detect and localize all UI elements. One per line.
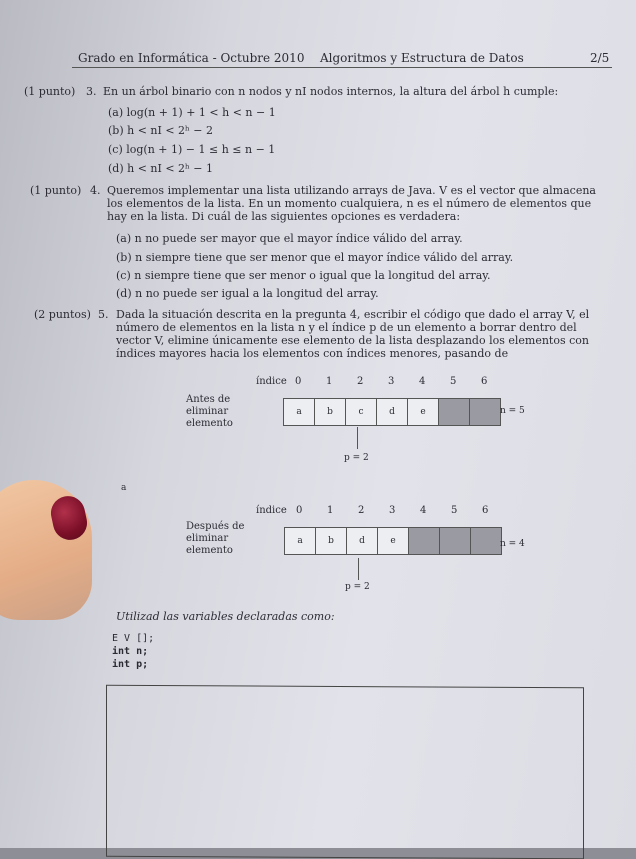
array-cell-4: e xyxy=(407,398,439,426)
diagram1-p-pointer xyxy=(357,427,358,449)
q4-number: 4. xyxy=(90,184,101,197)
index-3: 3 xyxy=(389,505,396,516)
header-page-number: 2/5 xyxy=(590,51,610,65)
index-5: 5 xyxy=(450,376,457,387)
array-cell-5 xyxy=(439,527,471,555)
q4-points: (1 punto) xyxy=(30,184,82,197)
index-4: 4 xyxy=(420,505,427,516)
array-cell-1: b xyxy=(314,398,346,426)
array-cell-4 xyxy=(408,527,440,555)
q3-option-b: (b) h < nI < 2ʰ − 2 xyxy=(108,124,214,137)
q5-points: (2 puntos) xyxy=(34,308,91,321)
q5-number: 5. xyxy=(98,308,109,321)
index-4: 4 xyxy=(419,376,426,387)
array-cell-6 xyxy=(470,527,502,555)
diagram1-index-label: índice xyxy=(256,376,287,387)
q4-text: Queremos implementar una lista utilizando arrays de Java. V es el vector que almacena los elementos de la lista. En un momento cualquiera, n es el número de elementos que hay en la lista. Di cuál de las siguientes opciones es verdadera: xyxy=(107,184,596,223)
header-rule xyxy=(72,67,612,68)
index-6: 6 xyxy=(482,505,489,516)
index-2: 2 xyxy=(358,505,365,516)
diagram2-label: Después de eliminar elemento xyxy=(186,521,245,556)
diagram2-p-label: p = 2 xyxy=(345,582,370,592)
header-subject: Algoritmos y Estructura de Datos xyxy=(320,51,524,65)
diagram2-p-pointer xyxy=(358,558,359,580)
index-0: 0 xyxy=(296,505,303,516)
q3-number: 3. xyxy=(86,85,97,98)
q4-option-a: (a) n no puede ser mayor que el mayor índice válido del array. xyxy=(116,232,463,245)
header-course: Grado en Informática - Octubre 2010 xyxy=(78,51,305,65)
index-0: 0 xyxy=(295,376,302,387)
q3-option-a: (a) log(n + 1) + 1 < h < n − 1 xyxy=(108,106,276,119)
array-cell-2: d xyxy=(346,527,378,555)
diagram1-p-label: p = 2 xyxy=(344,453,369,463)
array-cell-3: e xyxy=(377,527,409,555)
q3-text: En un árbol binario con n nodos y nI nodos internos, la altura del árbol h cumple: xyxy=(103,85,559,98)
variables-intro: Utilizad las variables declaradas como: xyxy=(116,610,335,623)
code-line-3: int p; xyxy=(112,659,149,670)
array-cell-6 xyxy=(469,398,501,426)
diagram1-label: Antes de eliminar elemento xyxy=(186,394,233,429)
index-3: 3 xyxy=(388,376,395,387)
code-line-1: E V []; xyxy=(112,633,155,644)
diagram2-index-label: índice xyxy=(256,505,287,516)
connector-text: a xyxy=(121,483,127,493)
q5-text: Dada la situación descrita en la pregunta 4, escribir el código que dado el array V, el número de elementos en la lista n y el índice p de un elemento a borrar dentro del vector V, elimine únicamente ese elemento de la lista desplazando los elementos con índices mayores hacia los elementos con índices menores, pasando de xyxy=(116,308,590,360)
q4-option-d: (d) n no puede ser igual a la longitud del array. xyxy=(116,287,379,300)
q3-option-d: (d) h < nI < 2ʰ − 1 xyxy=(108,162,214,175)
diagram2-n-label: n = 4 xyxy=(500,539,525,549)
array-cell-0: a xyxy=(284,527,316,555)
index-2: 2 xyxy=(357,376,364,387)
diagram1-n-label: n = 5 xyxy=(500,406,525,416)
index-1: 1 xyxy=(327,505,334,516)
array-cell-0: a xyxy=(283,398,315,426)
q4-option-c: (c) n siempre tiene que ser menor o igual que la longitud del array. xyxy=(116,269,491,282)
q3-points: (1 punto) xyxy=(24,85,76,98)
q4-option-b: (b) n siempre tiene que ser menor que el mayor índice válido del array. xyxy=(116,251,514,264)
index-1: 1 xyxy=(326,376,333,387)
answer-box[interactable] xyxy=(106,685,584,859)
q3-option-c: (c) log(n + 1) − 1 ≤ h ≤ n − 1 xyxy=(108,143,276,156)
array-cell-5 xyxy=(438,398,470,426)
array-cell-2: c xyxy=(345,398,377,426)
array-cell-1: b xyxy=(315,527,347,555)
array-cell-3: d xyxy=(376,398,408,426)
code-line-2: int n; xyxy=(112,646,149,657)
index-5: 5 xyxy=(451,505,458,516)
index-6: 6 xyxy=(481,376,488,387)
